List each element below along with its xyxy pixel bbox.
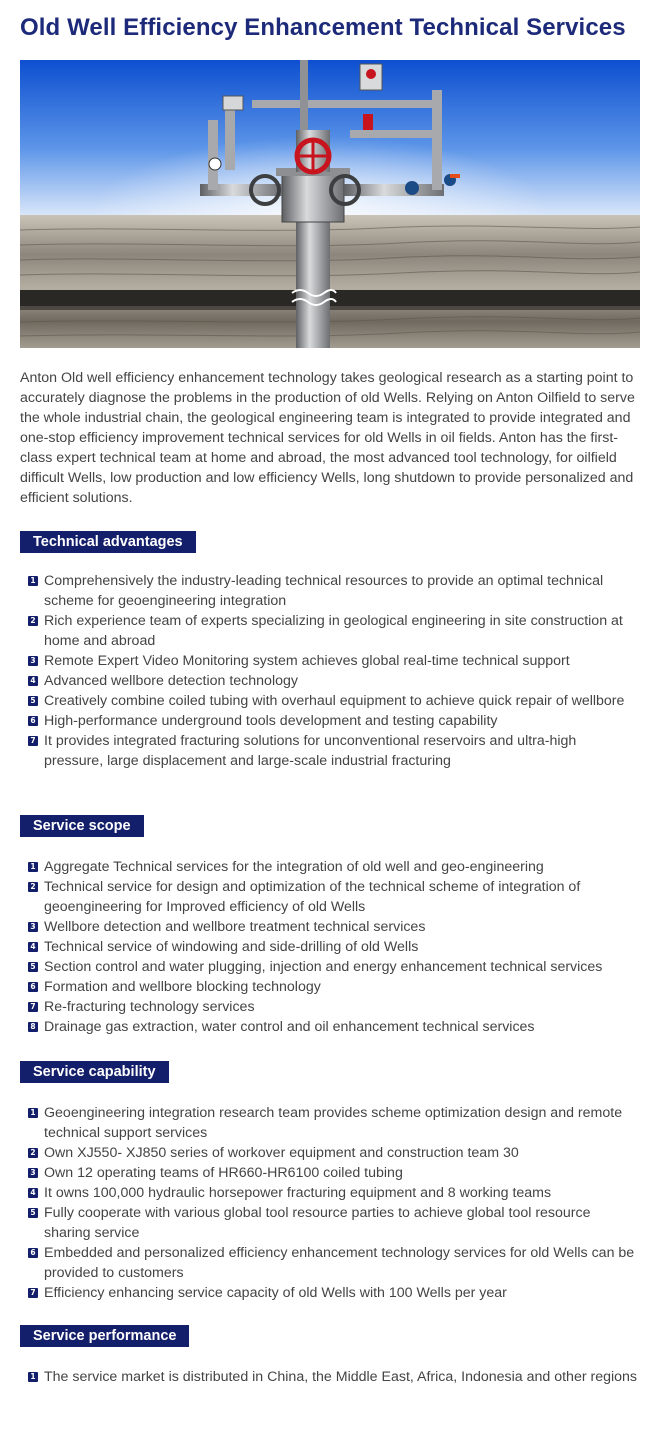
list-item-text: Own 12 operating teams of HR660-HR6100 coiled tubing: [44, 1165, 403, 1181]
number-badge: 7: [28, 1288, 38, 1298]
list-item: [28, 651, 638, 671]
list-item-text: Rich experience team of experts specializing in geological engineering in site construction at home and abroad: [44, 613, 623, 649]
service-capability-list: [28, 1103, 638, 1303]
number-badge: 6: [28, 1248, 38, 1258]
number-badge: 4: [28, 676, 38, 686]
number-badge: 5: [28, 696, 38, 706]
number-badge: 7: [28, 736, 38, 746]
list-item-text: It owns 100,000 hydraulic horsepower fracturing equipment and 8 working teams: [44, 1185, 552, 1201]
number-badge: 2: [28, 882, 38, 892]
list-item: [28, 1283, 638, 1303]
list-item-text: Technical service of windowing and side-drilling of old Wells: [44, 939, 419, 955]
section-label-service-capability: Service capability: [20, 1061, 169, 1083]
number-badge: 4: [28, 942, 38, 952]
wellhead-christmas-tree-icon: [20, 60, 640, 348]
list-item-text: Embedded and personalized efficiency enhancement technology services for old Wells can be provided to customers: [44, 1245, 635, 1281]
list-item: [28, 877, 638, 917]
list-item: [28, 1203, 638, 1243]
list-item-text: Technical service for design and optimization of the technical scheme of integration of geoengineering for Improved efficiency of old Wells: [44, 879, 581, 915]
number-badge: 2: [28, 1148, 38, 1158]
list-item-text: Efficiency enhancing service capacity of old Wells with 100 Wells per year: [44, 1285, 507, 1301]
number-badge: 5: [28, 1208, 38, 1218]
number-badge: 1: [28, 576, 38, 586]
section-label-service-scope: Service scope: [20, 815, 144, 837]
section-label-technical-advantages: Technical advantages: [20, 531, 196, 553]
list-item: [28, 671, 638, 691]
number-badge: 1: [28, 1108, 38, 1118]
number-badge: 3: [28, 922, 38, 932]
number-badge: 5: [28, 962, 38, 972]
list-item: [28, 1367, 638, 1387]
list-item-text: Aggregate Technical services for the integration of old well and geo-engineering: [44, 859, 544, 875]
number-badge: 3: [28, 656, 38, 666]
list-item-text: Fully cooperate with various global tool resource parties to achieve global tool resource sharing service: [44, 1205, 591, 1241]
wellhead-hero-image: [20, 60, 640, 348]
list-item-text: Own XJ550- XJ850 series of workover equipment and construction team 30: [44, 1145, 519, 1161]
list-item-text: High-performance underground tools development and testing capability: [44, 713, 498, 729]
list-item-text: Re-fracturing technology services: [44, 999, 255, 1015]
number-badge: 8: [28, 1022, 38, 1032]
list-item-text: Remote Expert Video Monitoring system achieves global real-time technical support: [44, 653, 570, 669]
page-title: Old Well Efficiency Enhancement Technical Services: [20, 14, 626, 41]
list-item: [28, 611, 638, 651]
list-item: [28, 1103, 638, 1143]
number-badge: 7: [28, 1002, 38, 1012]
number-badge: 1: [28, 1372, 38, 1382]
list-item: [28, 571, 638, 611]
list-item-text: The service market is distributed in China, the Middle East, Africa, Indonesia and other regions: [44, 1369, 638, 1385]
number-badge: 3: [28, 1168, 38, 1178]
list-item-text: Advanced wellbore detection technology: [44, 673, 298, 689]
list-item: [28, 997, 638, 1017]
list-item: [28, 1017, 638, 1037]
list-item: [28, 691, 638, 711]
list-item-text: Comprehensively the industry-leading technical resources to provide an optimal technical scheme for geoengineering integration: [44, 573, 604, 609]
section-label-service-performance: Service performance: [20, 1325, 189, 1347]
technical-advantages-list: [28, 571, 638, 771]
list-item: [28, 917, 638, 937]
list-item: [28, 957, 638, 977]
number-badge: 6: [28, 716, 38, 726]
list-item: [28, 857, 638, 877]
list-item: [28, 1183, 638, 1203]
number-badge: 1: [28, 862, 38, 872]
list-item: [28, 1163, 638, 1183]
list-item-text: Section control and water plugging, injection and energy enhancement technical services: [44, 959, 603, 975]
service-scope-list: [28, 857, 638, 1037]
list-item: [28, 731, 638, 771]
list-item: [28, 937, 638, 957]
list-item-text: Formation and wellbore blocking technology: [44, 979, 321, 995]
list-item: [28, 1243, 638, 1283]
number-badge: 4: [28, 1188, 38, 1198]
list-item-text: It provides integrated fracturing solutions for unconventional reservoirs and ultra-high pressure, large displacement and large-scale industrial fracturing: [44, 733, 577, 769]
service-performance-list: [28, 1367, 638, 1387]
list-item: [28, 711, 638, 731]
list-item-text: Geoengineering integration research team provides scheme optimization design and remote technical support services: [44, 1105, 623, 1141]
number-badge: 2: [28, 616, 38, 626]
list-item-text: Wellbore detection and wellbore treatment technical services: [44, 919, 426, 935]
list-item: [28, 1143, 638, 1163]
list-item-text: Creatively combine coiled tubing with overhaul equipment to achieve quick repair of wellbore: [44, 693, 625, 709]
list-item-text: Drainage gas extraction, water control and oil enhancement technical services: [44, 1019, 535, 1035]
intro-paragraph: Anton Old well efficiency enhancement technology takes geological research as a starting point to accurately diagnose the problems in the production of old Wells. Relying on Anton Oilfield to serve the whole industrial chain, the geological engineering team is integrated to provide integrated and one-stop efficiency improvement technical services for old Wells in oil fields. Anton has the first-class expert technical team at home and abroad, the most advanced tool technology, for oilfield difficult Wells, low production and low efficiency Wells, long shutdown to provide personalized and efficient solutions.: [20, 370, 635, 506]
list-item: [28, 977, 638, 997]
number-badge: 6: [28, 982, 38, 992]
